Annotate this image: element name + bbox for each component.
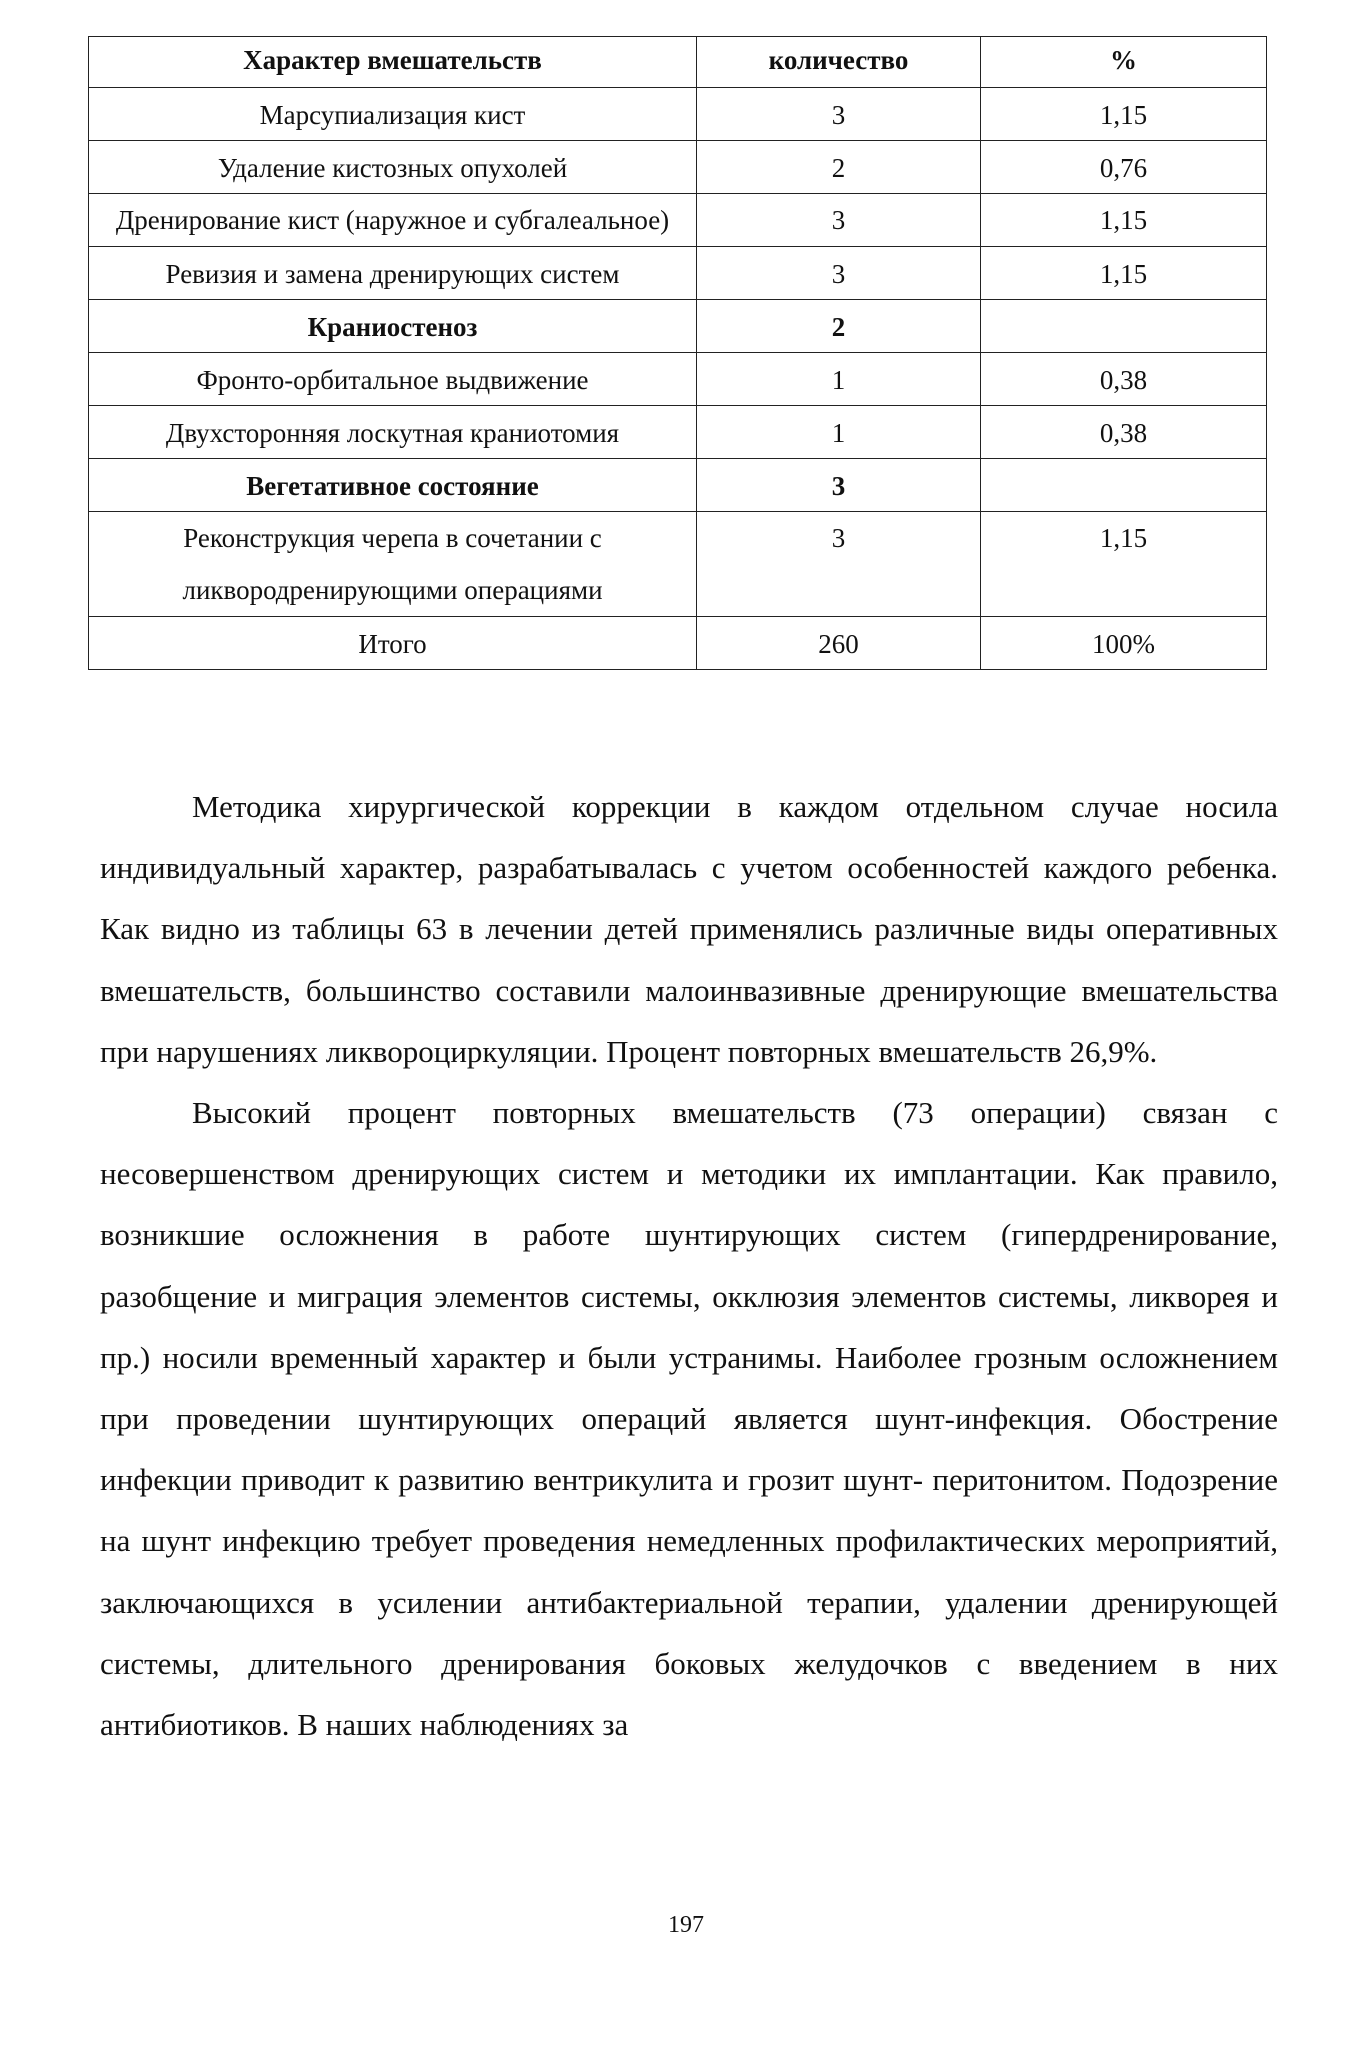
cell-intervention: Марсупиализация кист xyxy=(89,88,697,141)
cell-count: 2 xyxy=(697,300,981,353)
cell-percent: 1,15 xyxy=(981,512,1267,617)
cell-section-title: Вегетативное состояние xyxy=(89,459,697,512)
interventions-table xyxy=(88,36,1267,670)
table-row-total xyxy=(89,617,1267,670)
cell-percent: 1,15 xyxy=(981,88,1267,141)
cell-count: 3 xyxy=(697,512,981,617)
cell-percent xyxy=(981,300,1267,353)
table-row xyxy=(89,247,1267,300)
cell-total-label: Итого xyxy=(89,617,697,670)
table-row xyxy=(89,406,1267,459)
body-text xyxy=(100,776,1278,1755)
table-row-section xyxy=(89,300,1267,353)
table-row-section xyxy=(89,459,1267,512)
cell-intervention: Двухсторонняя лоскутная краниотомия xyxy=(89,406,697,459)
cell-count: 3 xyxy=(697,88,981,141)
table-row xyxy=(89,353,1267,406)
cell-intervention: Реконструкция черепа в сочетании с ликвородренирующими операциями xyxy=(89,512,697,617)
header-intervention-type: Характер вмешательств xyxy=(89,37,697,88)
cell-section-title: Краниостеноз xyxy=(89,300,697,353)
cell-count: 2 xyxy=(697,141,981,194)
cell-total-count: 260 xyxy=(697,617,981,670)
cell-count: 1 xyxy=(697,406,981,459)
cell-intervention: Фронто-орбитальное выдвижение xyxy=(89,353,697,406)
header-count: количество xyxy=(697,37,981,88)
table-row xyxy=(89,141,1267,194)
cell-count: 3 xyxy=(697,194,981,247)
paragraph: Методика хирургической коррекции в каждом отдельном случае носила индивидуальный характер, разрабатывалась с учетом особенностей каждого ребенка. Как видно из таблицы 63 в лечении детей применялись различные виды оперативных вмешательств, большинство составили малоинвазивные дренирующие вмешательства при нарушениях ликвороциркуляции. Процент повторных вмешательств 26,9%. xyxy=(100,789,1278,1069)
cell-percent: 0,76 xyxy=(981,141,1267,194)
table-header-row xyxy=(89,37,1267,88)
cell-intervention: Дренирование кист (наружное и субгалеальное) xyxy=(89,194,697,247)
table-row xyxy=(89,194,1267,247)
cell-total-percent: 100% xyxy=(981,617,1267,670)
paragraph: Высокий процент повторных вмешательств (73 операции) связан с несовершенством дренирующих систем и методики их имплантации. Как правило, возникшие осложнения в работе шунтирующих систем (гипердренирование, разобщение и миграция элементов системы, окклюзия элементов системы, ликворея и пр.) носили временный характер и были устранимы. Наиболее грозным осложнением при проведении шунтирующих операций является шунт-инфекция. Обострение инфекции приводит к развитию вентрикулита и грозит шунт- перитонитом. Подозрение на шунт инфекцию требует проведения немедленных профилактических мероприятий, заключающихся в усилении антибактериальной терапии, удалении дренирующей системы, длительного дренирования боковых желудочков с введением в них антибиотиков. В наших наблюдениях за xyxy=(100,1095,1278,1743)
cell-percent: 0,38 xyxy=(981,406,1267,459)
table-row xyxy=(89,512,1267,617)
cell-count: 3 xyxy=(697,247,981,300)
cell-intervention: Удаление кистозных опухолей xyxy=(89,141,697,194)
header-percent: % xyxy=(981,37,1267,88)
cell-percent: 1,15 xyxy=(981,194,1267,247)
page-number: 197 xyxy=(668,1912,704,1938)
cell-percent xyxy=(981,459,1267,512)
cell-percent: 1,15 xyxy=(981,247,1267,300)
cell-count: 1 xyxy=(697,353,981,406)
cell-count: 3 xyxy=(697,459,981,512)
cell-percent: 0,38 xyxy=(981,353,1267,406)
cell-intervention: Ревизия и замена дренирующих систем xyxy=(89,247,697,300)
table-row xyxy=(89,88,1267,141)
